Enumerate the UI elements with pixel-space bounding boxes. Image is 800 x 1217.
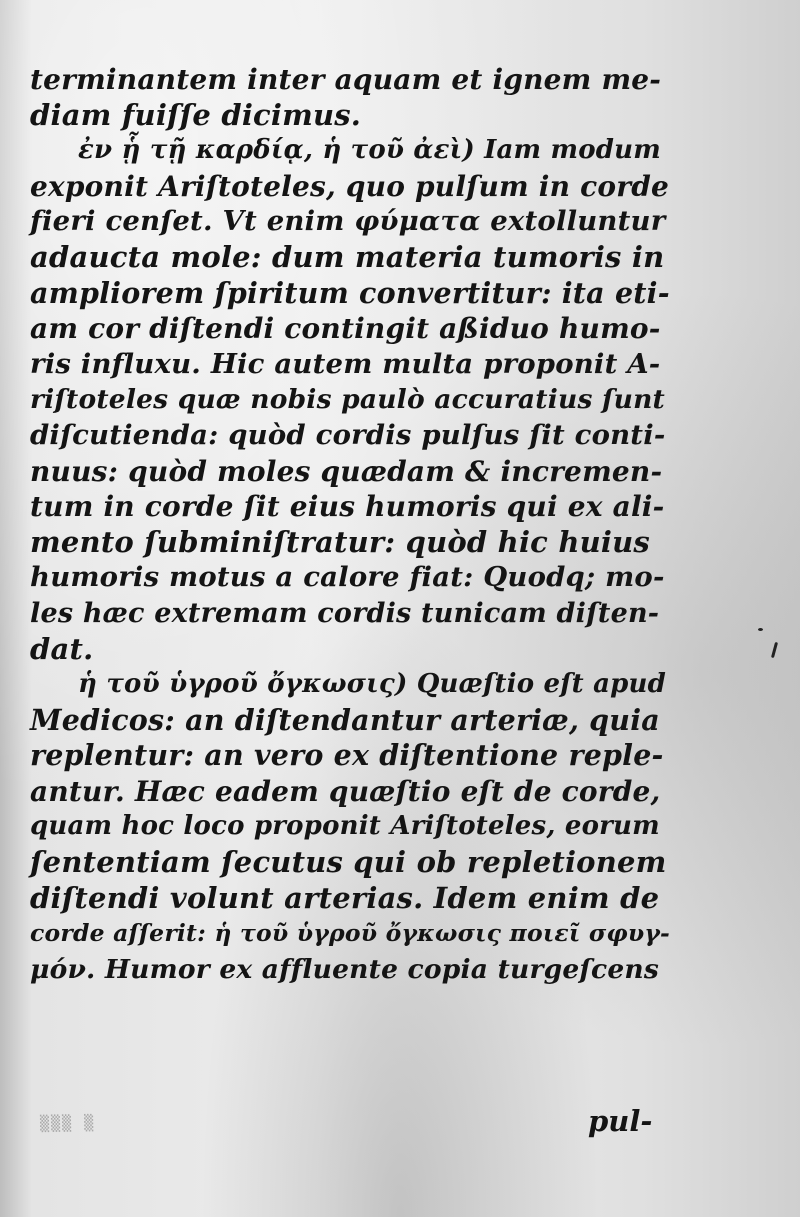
text-line: fieri cenſet. Vt enim φύματα extolluntur — [30, 205, 666, 238]
faded-library-stamp: ▒▒▒ ▒ — [39, 1113, 96, 1133]
text-line: nuus: quòd moles quædam & incremen- — [30, 454, 663, 488]
text-line: corde aſſerit: ἡ τοῦ ὑγροῦ ὄγκωσις ποιεῖ σφυγ- — [30, 919, 671, 948]
body-text — [30, 62, 670, 987]
text-line: ampliorem ſpiritum convertitur: ita eti- — [30, 275, 670, 310]
text-line: dat. — [30, 631, 94, 666]
text-line: μόν. Humor ex affluente copia turgeſcens — [30, 953, 660, 985]
text-line: diſcutienda: quòd cordis pulſus ſit conti- — [30, 418, 666, 451]
catchword: pul- — [588, 1104, 653, 1138]
text-line: mento ſubminiſtratur: quòd hic huius — [30, 524, 650, 559]
text-line: ἡ τοῦ ὑγροῦ ὄγκωσις) Quæſtio eſt apud — [78, 669, 667, 700]
ink-speck — [758, 628, 763, 631]
text-line: les hæc extremam cordis tunicam diſten- — [30, 597, 660, 629]
text-line: Medicos: an diſtendantur arteriæ, quia — [30, 702, 660, 737]
text-line: tum in corde ſit eius humoris qui ex ali- — [30, 490, 665, 524]
text-line: ris influxu. Hic autem multa proponit A- — [30, 347, 661, 380]
ink-speck — [771, 642, 778, 658]
text-line: ſententiam ſecutus qui ob repletionem — [30, 845, 667, 880]
text-line: quam hoc loco proponit Ariſtoteles, eorum — [30, 811, 660, 842]
text-line: replentur: an vero ex diſtentione reple- — [30, 738, 664, 773]
text-line: humoris motus a calore fiat: Quodq; mo- — [30, 561, 665, 594]
text-line: diſtendi volunt arterias. Idem enim de — [30, 880, 660, 915]
text-line: exponit Ariſtoteles, quo pulſum in corde — [30, 169, 669, 203]
text-line: terminantem inter aquam et ignem me- — [30, 63, 662, 96]
text-line: am cor diſtendi contingit aßiduo humo- — [30, 312, 661, 346]
text-line: adaucta mole: dum materia tumoris in — [30, 239, 665, 274]
text-line: diam fuiſſe dicimus. — [30, 97, 362, 132]
text-line: ἐν ᾗ τῇ καρδίᾳ, ἡ τοῦ ἀεὶ) Iam modum — [78, 135, 661, 166]
text-line: riſtoteles quæ nobis paulò accuratius ſunt — [30, 384, 665, 416]
text-line: antur. Hæc eadem quæſtio eſt de corde, — [30, 774, 661, 808]
